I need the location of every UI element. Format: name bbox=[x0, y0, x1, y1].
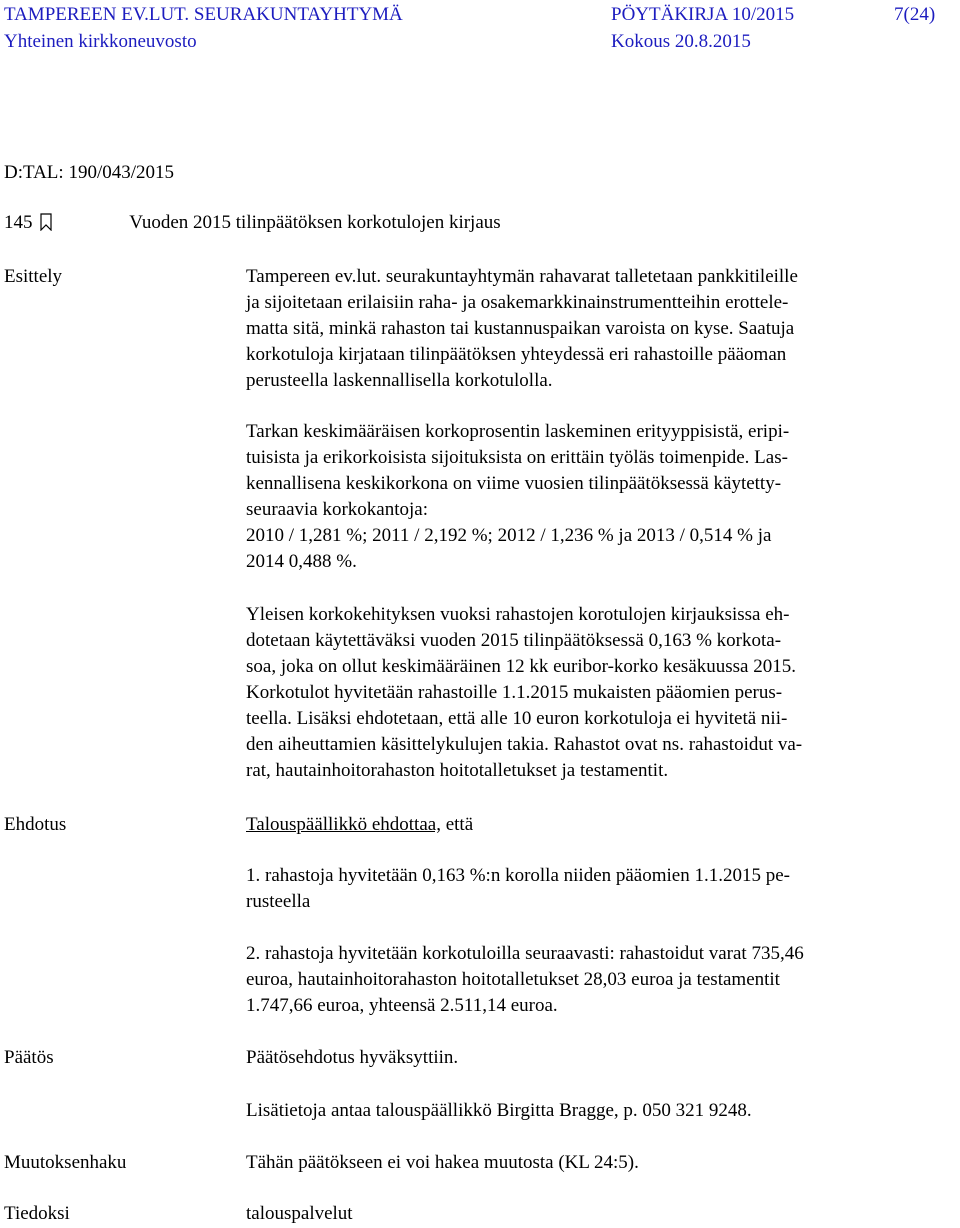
ehdotus-item-1 bbox=[246, 863, 911, 915]
paragraph-line: matta sitä, minkä rahaston tai kustannuspaikan varoista on kyse. Saatuja bbox=[246, 318, 795, 339]
header-org: TAMPEREEN EV.LUT. SEURAKUNTAYHTYMÄ bbox=[4, 4, 403, 25]
paragraph-line: ja sijoitetaan erilaisiin raha- ja osakemarkkinainstrumentteihin erottele- bbox=[246, 292, 789, 313]
paatos-info: Lisätietoja antaa talouspäällikkö Birgitta Bragge, p. 050 321 9248. bbox=[246, 1100, 752, 1121]
paragraph-line: rusteella bbox=[246, 891, 311, 912]
paragraph-line: soa, joka on ollut keskimääräinen 12 kk euribor-korko kesäkuussa 2015. bbox=[246, 656, 796, 677]
esittely-paragraph-3 bbox=[246, 602, 911, 784]
esittely-paragraph-2 bbox=[246, 419, 911, 575]
paragraph-line: teella. Lisäksi ehdotetaan, että alle 10 euron korkotuloja ei hyvitetä nii- bbox=[246, 708, 788, 729]
paragraph-line: Tarkan keskimääräisen korkoprosentin laskeminen erityyppisistä, eripi- bbox=[246, 421, 790, 442]
section-heading bbox=[4, 210, 501, 236]
paragraph-line: 2010 / 1,281 %; 2011 / 2,192 %; 2012 / 1,236 % ja 2013 / 0,514 % ja bbox=[246, 525, 772, 546]
paragraph-line: Tampereen ev.lut. seurakuntayhtymän rahavarat talletetaan pankkitileille bbox=[246, 266, 798, 287]
paragraph-line: 1. rahastoja hyvitetään 0,163 %:n korolla niiden pääomien 1.1.2015 pe- bbox=[246, 865, 790, 886]
tiedoksi-text: talouspalvelut bbox=[246, 1203, 353, 1224]
paragraph-line: Korkotulot hyvitetään rahastoille 1.1.2015 mukaisten pääomien perus- bbox=[246, 682, 783, 703]
section-number: 145 bbox=[4, 212, 33, 233]
proposer-rest: että bbox=[440, 814, 474, 835]
header-meeting: Kokous 20.8.2015 bbox=[611, 31, 751, 52]
paragraph-line: 2. rahastoja hyvitetään korkotuloilla seuraavasti: rahastoidut varat 735,46 bbox=[246, 943, 804, 964]
paragraph-line: euroa, hautainhoitorahaston hoitotalletukset 28,03 euroa ja testamentit bbox=[246, 969, 780, 990]
label-ehdotus: Ehdotus bbox=[4, 814, 67, 835]
proposer: Talouspäällikkö ehdottaa, bbox=[246, 814, 441, 835]
diary-number: D:TAL: 190/043/2015 bbox=[4, 162, 174, 183]
bookmark-icon bbox=[39, 213, 53, 231]
paragraph-line: den aiheuttamien käsittelykulujen takia. Rahastot ovat ns. rahastoidut va- bbox=[246, 734, 803, 755]
ehdotus-intro bbox=[246, 812, 911, 838]
paragraph-line: 1.747,66 euroa, yhteensä 2.511,14 euroa. bbox=[246, 995, 558, 1016]
label-esittely: Esittely bbox=[4, 266, 63, 287]
header-doc: PÖYTÄKIRJA 10/2015 bbox=[611, 4, 795, 25]
section-title: Vuoden 2015 tilinpäätöksen korkotulojen kirjaus bbox=[129, 212, 501, 233]
paragraph-line: Yleisen korkokehityksen vuoksi rahastojen korotulojen kirjauksissa eh- bbox=[246, 604, 790, 625]
paragraph-line: perusteella laskennallisella korkotulolla. bbox=[246, 370, 553, 391]
esittely-paragraph-1 bbox=[246, 264, 911, 394]
paragraph-line: dotetaan käytettäväksi vuoden 2015 tilinpäätöksessä 0,163 % korkota- bbox=[246, 630, 782, 651]
paragraph-line: rat, hautainhoitorahaston hoitotalletukset ja testamentit. bbox=[246, 760, 669, 781]
paragraph-line: 2014 0,488 %. bbox=[246, 551, 357, 572]
paatos-text: Päätösehdotus hyväksyttiin. bbox=[246, 1047, 459, 1068]
paragraph-line: seuraavia korkokantoja: bbox=[246, 499, 429, 520]
header-page: 7(24) bbox=[894, 4, 936, 25]
muutoksenhaku-text: Tähän päätökseen ei voi hakea muutosta (KL 24:5). bbox=[246, 1152, 639, 1173]
paragraph-line: kennallisena keskikorkona on viime vuosien tilinpäätöksessä käytetty- bbox=[246, 473, 782, 494]
ehdotus-item-2 bbox=[246, 941, 911, 1019]
label-muutoksenhaku: Muutoksenhaku bbox=[4, 1152, 127, 1173]
label-tiedoksi: Tiedoksi bbox=[4, 1203, 70, 1224]
label-paatos: Päätös bbox=[4, 1047, 54, 1068]
header-body: Yhteinen kirkkoneuvosto bbox=[4, 31, 197, 52]
paragraph-line: tuisista ja erikorkoisista sijoituksista on erittäin työläs toimenpide. Las- bbox=[246, 447, 788, 468]
paragraph-line: korkotuloja kirjataan tilinpäätöksen yhteydessä eri rahastoille pääoman bbox=[246, 344, 787, 365]
